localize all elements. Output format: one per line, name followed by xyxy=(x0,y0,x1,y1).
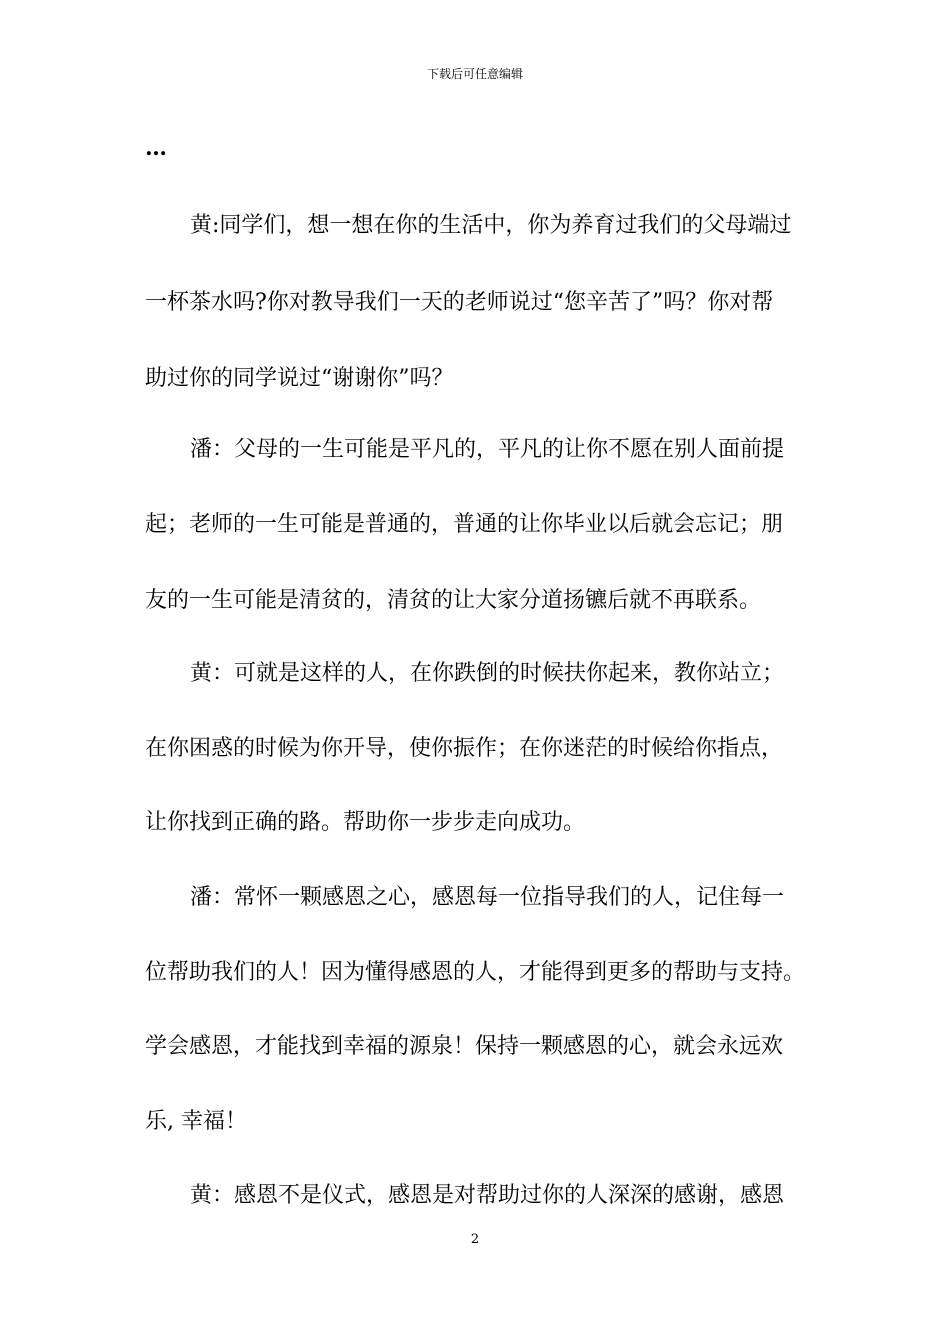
paragraph-line: 位帮助我们的人！因为懂得感恩的人，才能得到更多的帮助与支持。 xyxy=(145,960,806,985)
paragraph-line: 潘：父母的一生可能是平凡的，平凡的让你不愿在别人面前提 xyxy=(190,437,785,462)
paragraph-line: 潘：常怀一颗感恩之心，感恩每一位指导我们的人，记住每一 xyxy=(190,885,785,910)
page-number: 2 xyxy=(470,1232,480,1247)
paragraph-line: 乐, 幸福！ xyxy=(145,1109,247,1134)
paragraph-line: 一杯茶水吗?你对教导我们一天的老师说过“您辛苦了”吗？你对帮 xyxy=(145,290,774,315)
paragraph-line: 学会感恩，才能找到幸福的源泉！保持一颗感恩的心，就会永远欢 xyxy=(145,1034,784,1059)
paragraph-line: 在你困惑的时候为你开导，使你振作；在你迷茫的时候给你指点， xyxy=(145,736,784,761)
paragraph-line: 起；老师的一生可能是普通的，普通的让你毕业以后就会忘记；朋 xyxy=(145,512,784,537)
paragraph-line: 黄：可就是这样的人，在你跌倒的时候扶你起来，教你站立； xyxy=(190,661,785,686)
paragraph-line: 黄:同学们，想一想在你的生活中，你为养育过我们的父母端过 xyxy=(190,213,792,238)
paragraph-line: 友的一生可能是清贫的，清贫的让大家分道扬镳后就不再联系。 xyxy=(145,588,762,613)
ellipsis-mark: … xyxy=(145,135,166,161)
page-header: 下载后可任意编辑 xyxy=(426,67,523,81)
paragraph-line: 黄：感恩不是仪式，感恩是对帮助过你的人深深的感谢，感恩 xyxy=(190,1183,785,1208)
paragraph-line: 助过你的同学说过“谢谢你”吗？ xyxy=(145,366,454,391)
paragraph-line: 让你找到正确的路。帮助你一步步走向成功。 xyxy=(145,810,586,835)
